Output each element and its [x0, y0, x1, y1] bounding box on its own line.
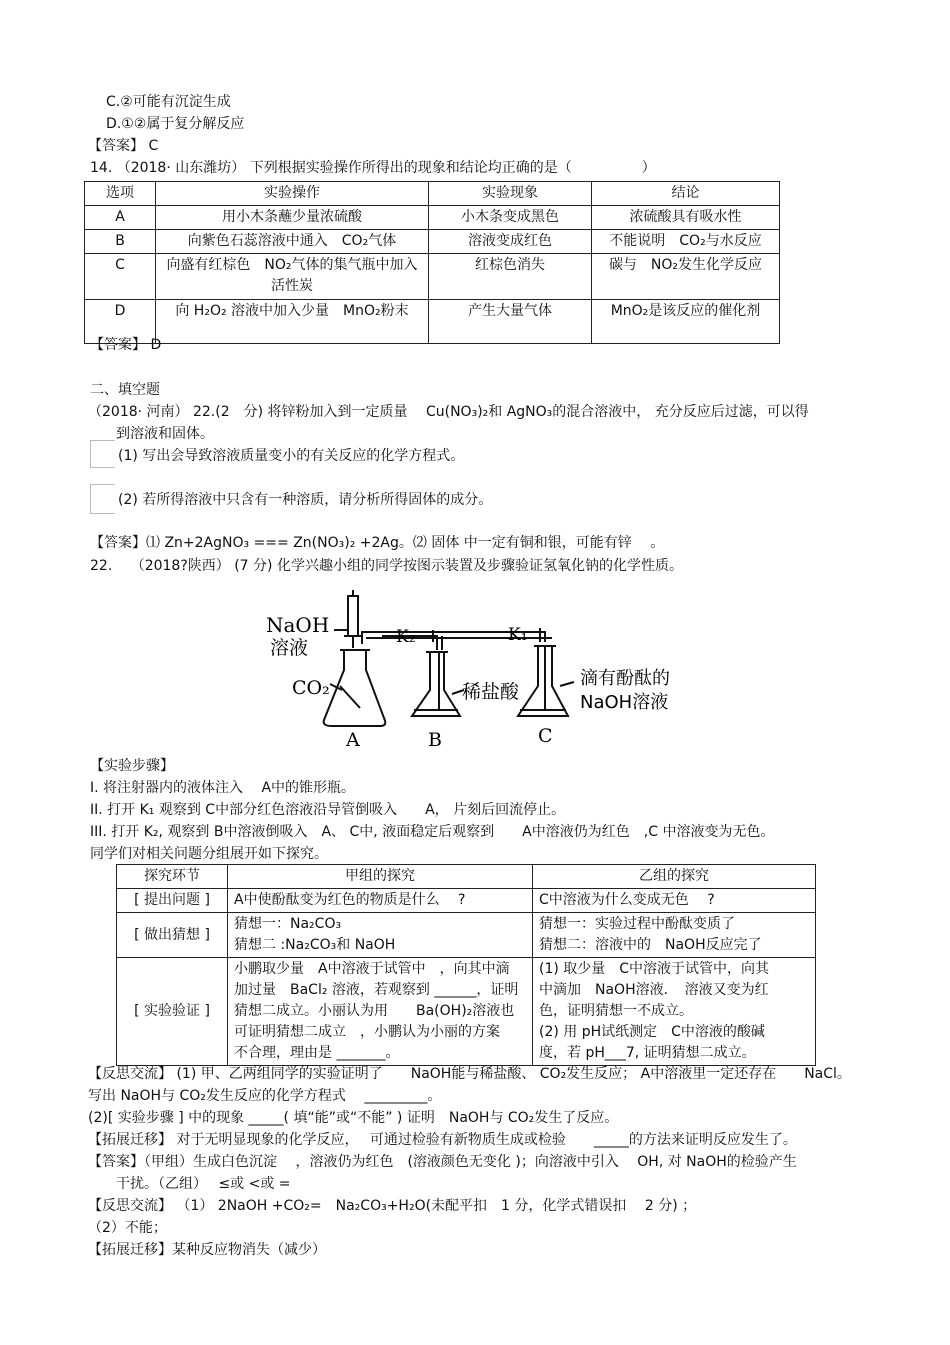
table-cell: MnO₂是该反应的催化剂: [592, 300, 780, 344]
table-header: 甲组的探究: [228, 865, 533, 889]
verify-line: (1) 取少量 C中溶液于试管中，向其: [539, 961, 770, 977]
answer-14: 【答案】 D: [90, 337, 162, 353]
verify-line: 度，若 pH___7, 证明猜想二成立。: [539, 1045, 756, 1061]
question-22a-line2: 到溶液和固体。: [116, 426, 214, 442]
answer-22b-line4: （2）不能；: [88, 1220, 167, 1236]
table-cell: 小木条变成黑色: [429, 206, 592, 230]
table-cell: [ 做出猜想 ]: [117, 913, 228, 958]
table-row: [117, 913, 816, 958]
table-header: 选项: [85, 182, 156, 206]
question-22b-stem: 22. （2018?陕西） (7 分) 化学兴趣小组的同学按图示装置及步骤验证氢氧化钠的化学性质。: [90, 558, 683, 574]
step-3: III. 打开 K₂, 观察到 B中溶液倒吸入 A、 C中, 液面稳定后观察到 A中溶液仍为红色 ,C 中溶液变为无色。: [90, 824, 775, 840]
table-cell: 浓硫酸具有吸水性: [592, 206, 780, 230]
step-1: I. 将注射器内的液体注入 A中的锥形瓶。: [90, 780, 356, 796]
verify-line: 猜想二成立。小丽认为用 Ba(OH)₂溶液也: [234, 1003, 515, 1019]
table-cell: B: [85, 230, 156, 254]
answer-22a: 【答案】⑴ Zn+2AgNO₃ === Zn(NO₃)₂ +2Ag。⑵ 固体 中一定有铜和银，可能有锌 。: [90, 535, 665, 551]
label-naoh: NaOH: [266, 613, 330, 637]
hypothesis-2: 猜想二 :Na₂CO₃和 NaOH: [234, 937, 396, 953]
table-cell: C中溶液为什么变成无色 ?: [533, 889, 816, 913]
label-solution: 溶液: [270, 637, 309, 659]
hypothesis-2: 猜想二：溶液中的 NaOH反应完了: [539, 937, 762, 953]
answer-22b-line1: 【答案】（甲组）生成白色沉淀 ，溶液仍为红色 (溶液颜色无变化 )；向溶液中引入 OH, 对 NaOH的检验产生: [88, 1154, 797, 1170]
table-cell: A: [85, 206, 156, 230]
question-22a-line1: （2018· 河南） 22.(2 分) 将锌粉加入到一定质量 Cu(NO₃)₂和 AgNO₃的混合溶液中， 充分反应后过滤，可以得: [88, 404, 809, 420]
label-acid: 稀盐酸: [462, 681, 520, 703]
question-22a-part2: (2) 若所得溶液中只含有一种溶质，请分析所得固体的成分。: [118, 492, 493, 508]
table-cell: [533, 958, 816, 1066]
label-flask-b: B: [428, 729, 442, 750]
reflection-2: 写出 NaOH与 CO₂发生反应的化学方程式 _________。: [88, 1088, 442, 1104]
answer-13: 【答案】 C: [88, 138, 159, 154]
table-header: 结论: [592, 182, 780, 206]
option-c: C.②可能有沉淀生成: [106, 94, 231, 110]
table-cell: C: [85, 254, 156, 300]
section-title: 二、填空题: [90, 382, 160, 398]
table-cell: 向 H₂O₂ 溶液中加入少量 MnO₂粉末: [156, 300, 429, 344]
table-cell: D: [85, 300, 156, 344]
label-phenolphthalein: 滴有酚酞的: [580, 668, 670, 689]
table-cell: A中使酚酞变为红色的物质是什么 ?: [228, 889, 533, 913]
table-cell: 用小木条蘸少量浓硫酸: [156, 206, 429, 230]
table-cell: 产生大量气体: [429, 300, 592, 344]
table-header: 探究环节: [117, 865, 228, 889]
table-cell: 向盛有红棕色 NO₂气体的集气瓶中加入活性炭: [156, 254, 429, 300]
table-cell: [ 实验验证 ]: [117, 958, 228, 1066]
table-cell: [228, 958, 533, 1066]
table-cell: 不能说明 CO₂与水反应: [592, 230, 780, 254]
label-co2: CO₂: [292, 677, 330, 699]
table-row: [85, 254, 780, 300]
table-row: [85, 206, 780, 230]
inquiry-table: [116, 864, 816, 1066]
answer-22b-line2: 干扰。（乙组） ≤或 <或 =: [116, 1176, 291, 1192]
step-4: 同学们对相关问题分组展开如下探究。: [90, 846, 328, 862]
table-header: 实验操作: [156, 182, 429, 206]
hypothesis-1: 猜想一：Na₂CO₃: [234, 916, 342, 932]
verify-line: 色，证明猜想一不成立。: [539, 1003, 693, 1019]
hypothesis-1: 猜想一：实验过程中酚酞变质了: [539, 916, 735, 932]
question-14-table: [84, 181, 780, 344]
label-k2: K₂: [396, 627, 416, 647]
extension: 【拓展迁移】 对于无明显现象的化学反应， 可通过检验有新物质生成或检验 _____的方法来证明反应发生了。: [88, 1132, 797, 1148]
question-22a-part1: (1) 写出会导致溶液质量变小的有关反应的化学方程式。: [118, 448, 465, 464]
label-naoh-solution: NaOH溶液: [580, 692, 669, 713]
verify-line: 可证明猜想二成立 ，小鹏认为小丽的方案: [234, 1024, 500, 1040]
table-cell: [533, 913, 816, 958]
step-2: II. 打开 K₁ 观察到 C中部分红色溶液沿导管倒吸入 A， 片刻后回流停止。: [90, 802, 566, 818]
table-row: [117, 958, 816, 1066]
table-header: 实验现象: [429, 182, 592, 206]
answer-22b-line3: 【反思交流】 （1） 2NaOH +CO₂= Na₂CO₃+H₂O(未配平扣 1 分，化学式错误扣 2 分) ；: [88, 1198, 697, 1214]
verify-line: (2) 用 pH试纸测定 C中溶液的酸碱: [539, 1024, 765, 1040]
table-cell: 溶液变成红色: [429, 230, 592, 254]
verify-line: 加过量 BaCl₂ 溶液，若观察到 ______，证明: [234, 982, 519, 998]
answer-22b-line5: 【拓展迁移】某种反应物消失（减少）: [88, 1242, 326, 1258]
question-14-stem: 14. （2018· 山东潍坊） 下列根据实验操作所得出的现象和结论均正确的是（ ）: [90, 160, 656, 176]
verify-line: 小鹏取少量 A中溶液于试管中 ，向其中滴: [234, 961, 510, 977]
apparatus-diagram: [262, 590, 702, 750]
reflection-1: 【反思交流】 (1) 甲、乙两组同学的实验证明了 NaOH能与稀盐酸、 CO₂发生反应； A中溶液里一定还存在 NaCl。: [88, 1066, 851, 1082]
steps-title: 【实验步骤】: [90, 758, 174, 774]
option-d: D.①②属于复分解反应: [106, 116, 245, 132]
verify-line: 中滴加 NaOH溶液． 溶液又变为红: [539, 982, 769, 998]
label-flask-a: A: [346, 729, 360, 750]
table-row: [117, 889, 816, 913]
verify-line: 不合理，理由是 _______。: [234, 1045, 400, 1061]
answer-blank-box: [90, 484, 115, 514]
table-cell: [ 提出问题 ]: [117, 889, 228, 913]
table-cell: 向紫色石蕊溶液中通入 CO₂气体: [156, 230, 429, 254]
label-k1: K₁: [508, 625, 528, 645]
answer-blank-box: [90, 440, 115, 468]
table-cell: 碳与 NO₂发生化学反应: [592, 254, 780, 300]
table-row: [85, 300, 780, 344]
reflection-3: (2)[ 实验步骤 ] 中的现象 _____( 填“能”或“不能” ) 证明 NaOH与 CO₂发生了反应。: [88, 1110, 619, 1126]
table-cell: [228, 913, 533, 958]
label-flask-c: C: [538, 725, 553, 747]
table-cell: 红棕色消失: [429, 254, 592, 300]
table-row: [85, 230, 780, 254]
table-header: 乙组的探究: [533, 865, 816, 889]
